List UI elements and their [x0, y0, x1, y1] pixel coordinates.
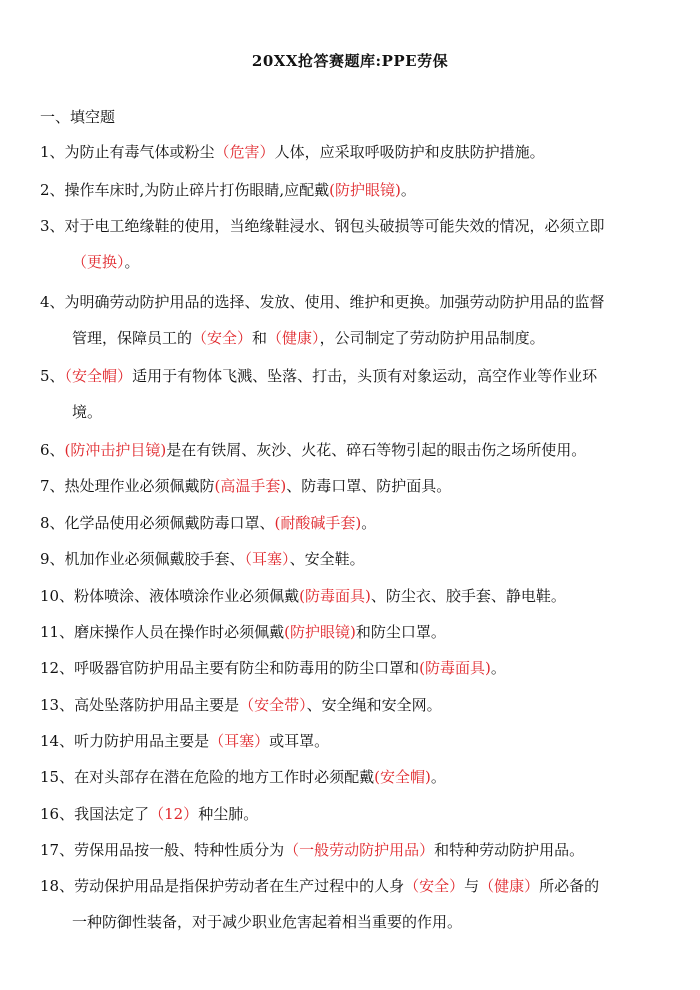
- question-item: [40, 614, 668, 650]
- answer-text: （一般劳动防护用品）: [284, 841, 435, 859]
- question-text: 境。: [72, 403, 103, 421]
- question-text: 种尘肺。: [198, 805, 259, 823]
- question-continuation-line: [40, 394, 668, 430]
- question-text: ，公司制定了劳动防护用品制度。: [319, 329, 545, 347]
- answer-text: (高温手套): [214, 477, 287, 495]
- question-item: [40, 832, 668, 868]
- question-text: 14、听力防护用品主要是: [40, 732, 210, 750]
- question-line: [40, 432, 668, 468]
- answer-text: (防冲击护目镜): [64, 441, 167, 459]
- question-text: 适用于有物体飞溅、坠落、打击，头顶有对象运动，高空作业等作业环: [132, 367, 598, 385]
- answer-text: （安全）: [192, 329, 253, 347]
- question-text: 。: [124, 253, 140, 271]
- question-item: [40, 868, 668, 940]
- answer-text: （12）: [149, 805, 199, 823]
- question-text: 4、为明确劳动防护用品的选择、发放、使用、维护和更换。加强劳动防护用品的监督: [40, 293, 605, 311]
- question-line: [40, 284, 668, 320]
- answer-text: (安全帽): [374, 768, 431, 786]
- question-item: [40, 172, 668, 208]
- question-text: 12、呼吸器官防护用品主要有防尘和防毒用的防尘口罩和: [40, 659, 420, 677]
- question-line: [40, 505, 668, 541]
- question-line: [40, 541, 668, 577]
- answer-text: （健康）: [479, 877, 540, 895]
- question-line: [40, 832, 668, 868]
- question-text: 。: [361, 514, 377, 532]
- question-continuation-line: [40, 244, 668, 280]
- question-line: [40, 687, 668, 723]
- question-text: 6、: [40, 441, 65, 459]
- answer-text: (耐酸碱手套): [274, 514, 362, 532]
- question-continuation-line: [40, 320, 668, 356]
- question-text: 5、: [40, 367, 65, 385]
- answer-text: (防毒面具): [419, 659, 491, 677]
- question-line: [40, 358, 668, 394]
- question-item: [40, 284, 668, 356]
- question-text: 18、劳动保护用品是指保护劳动者在生产过程中的人身: [40, 877, 405, 895]
- question-item: [40, 134, 668, 170]
- answer-text: （安全）: [404, 877, 465, 895]
- question-item: [40, 358, 668, 430]
- answer-text: (防护眼镜): [329, 181, 401, 199]
- answer-text: （耳塞）: [244, 550, 290, 568]
- question-line: [40, 208, 668, 244]
- question-text: 10、粉体喷涂、液体喷涂作业必须佩戴: [40, 587, 300, 605]
- question-line: [40, 650, 668, 686]
- question-text: 和特种劳动防护用品。: [434, 841, 585, 859]
- question-item: [40, 208, 668, 280]
- question-item: [40, 468, 668, 504]
- question-line: [40, 578, 668, 614]
- question-text: 13、高处坠落防护用品主要是: [40, 696, 240, 714]
- answer-text: （健康）: [267, 329, 320, 347]
- question-text: 和: [252, 329, 268, 347]
- question-text: 、防尘衣、胶手套、静电鞋。: [370, 587, 566, 605]
- question-item: [40, 432, 668, 468]
- question-text: 15、在对头部存在潜在危险的地方工作时必须配戴: [40, 768, 375, 786]
- question-line: [40, 868, 668, 904]
- question-text: 8、化学品使用必须佩戴防毒口罩、: [40, 514, 275, 532]
- question-text: 、安全鞋。: [289, 550, 365, 568]
- question-text: 或耳罩。: [269, 732, 330, 750]
- question-text: 、安全绳和安全网。: [306, 696, 442, 714]
- question-line: [40, 796, 668, 832]
- question-item: [40, 650, 668, 686]
- question-continuation-line: [40, 904, 668, 940]
- question-text: 。: [430, 768, 446, 786]
- question-text: 与: [464, 877, 480, 895]
- question-item: [40, 796, 668, 832]
- question-item: [40, 687, 668, 723]
- question-item: [40, 578, 668, 614]
- question-text: 是在有铁屑、灰沙、火花、碎石等物引起的眼击伤之场所使用。: [166, 441, 587, 459]
- document-title: 20XX抢答赛题库:PPE劳保: [251, 52, 449, 70]
- answer-text: （安全带）: [239, 696, 307, 714]
- question-line: [40, 468, 668, 504]
- question-line: [40, 723, 668, 759]
- question-text: 7、热处理作业必须佩戴防: [40, 477, 215, 495]
- question-text: 17、劳保用品按一般、特种性质分为: [40, 841, 285, 859]
- question-text: 人体，应采取呼吸防护和皮肤防护措施。: [274, 143, 545, 161]
- question-line: [40, 614, 668, 650]
- question-line: [40, 172, 668, 208]
- question-text: 1、为防止有毒气体或粉尘: [40, 143, 215, 161]
- question-item: [40, 759, 668, 795]
- question-text: 所必备的: [539, 877, 600, 895]
- question-text: 。: [400, 181, 416, 199]
- answer-text: (防毒面具): [299, 587, 371, 605]
- question-text: 16、我国法定了: [40, 805, 150, 823]
- answer-text: （耳塞）: [209, 732, 270, 750]
- question-text: 。: [490, 659, 506, 677]
- section-heading: 一、填空题: [40, 108, 116, 126]
- answer-text: （安全帽）: [64, 367, 133, 385]
- question-item: [40, 723, 668, 759]
- answer-text: （更换）: [72, 253, 125, 271]
- question-item: [40, 541, 668, 577]
- question-text: 和防尘口罩。: [355, 623, 446, 641]
- question-line: [40, 759, 668, 795]
- question-text: 9、机加作业必须佩戴胶手套、: [40, 550, 245, 568]
- answer-text: （危害）: [214, 143, 275, 161]
- question-text: 3、对于电工绝缘鞋的使用，当绝缘鞋浸水、钢包头破损等可能失效的情况，必须立即: [40, 217, 605, 235]
- answer-text: (防护眼镜): [284, 623, 356, 641]
- question-text: 2、操作车床时,为防止碎片打伤眼睛,应配戴: [40, 181, 330, 199]
- question-text: 、防毒口罩、防护面具。: [286, 477, 452, 495]
- question-text: 管理，保障员工的: [72, 329, 193, 347]
- question-line: [40, 134, 668, 170]
- question-item: [40, 505, 668, 541]
- question-text: 一种防御性装备，对于减少职业危害起着相当重要的作用。: [72, 913, 463, 931]
- question-text: 11、磨床操作人员在操作时必须佩戴: [40, 623, 285, 641]
